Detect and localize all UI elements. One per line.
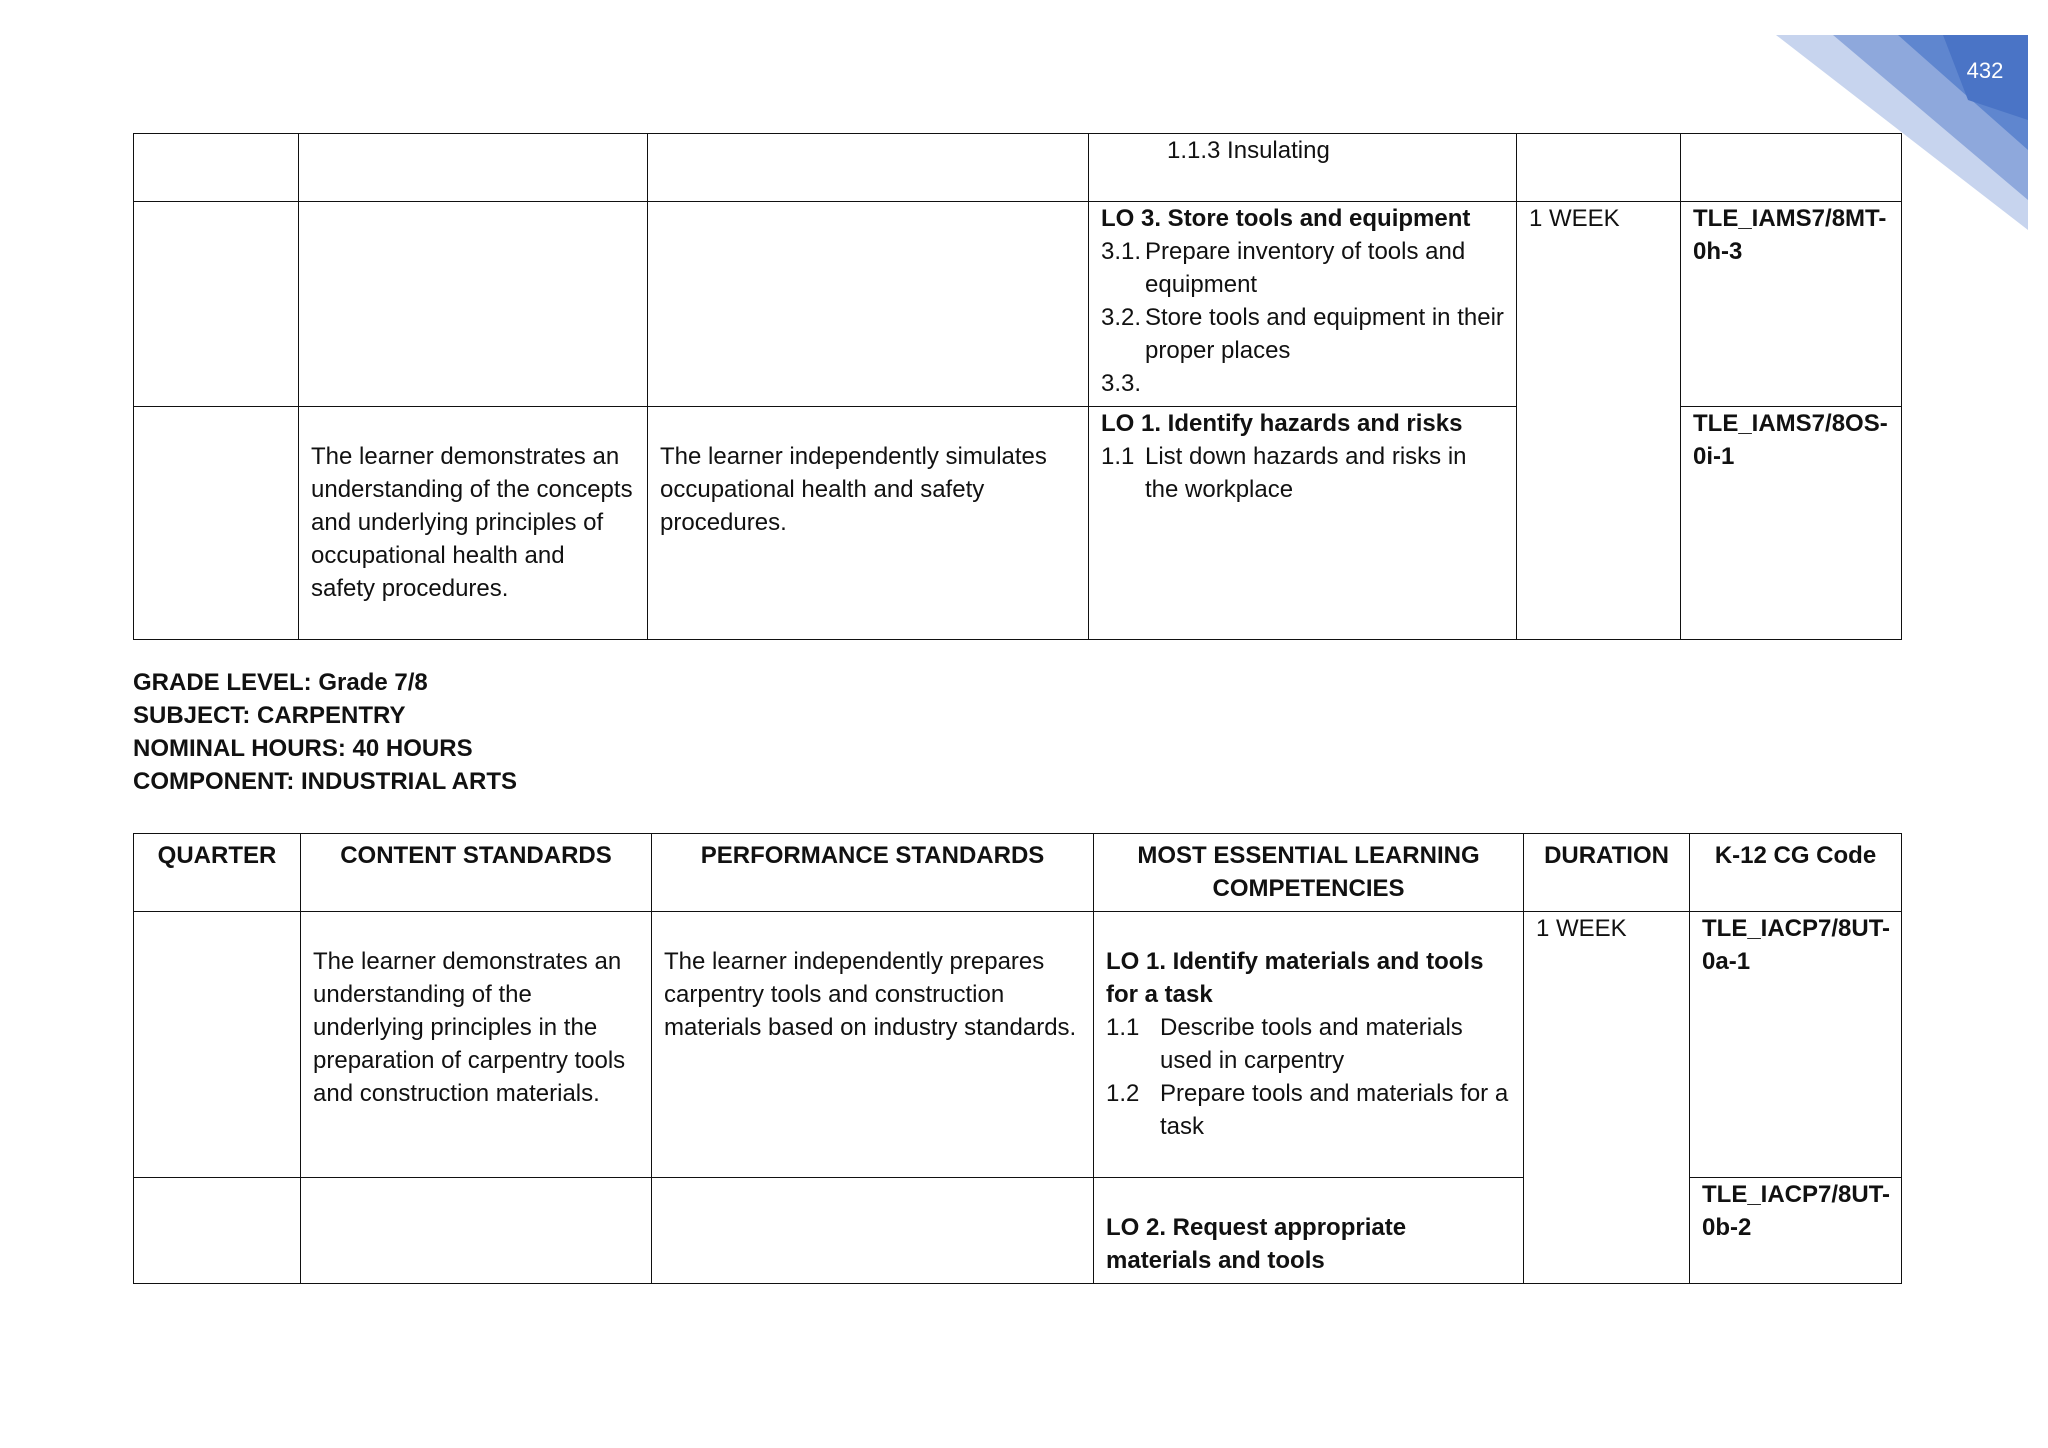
header-performance-standards: PERFORMANCE STANDARDS: [652, 834, 1094, 912]
cg-code: TLE_IACP7/8UT-0a-1: [1702, 915, 1891, 975]
content-standard-cell: [301, 1178, 652, 1284]
code-cell: [1681, 407, 1902, 640]
header-quarter: QUARTER: [134, 834, 301, 912]
header-cg-code: K-12 CG Code: [1690, 834, 1902, 912]
table-header-row: [134, 834, 1902, 912]
duration-cell: [1517, 134, 1681, 202]
cg-code: TLE_IAMS7/8OS-0i-1: [1693, 410, 1888, 470]
competency-item: 1.1 List down hazards and risks in the workplace: [1101, 443, 1467, 503]
quarter-cell: [134, 134, 299, 202]
cg-code: TLE_IACP7/8UT-0b-2: [1702, 1181, 1891, 1241]
header-competencies: MOST ESSENTIAL LEARNING COMPETENCIES: [1094, 834, 1524, 912]
content-standard-text: The learner demonstrates an understanding of the concepts and underlying principles of occupational health and safety procedures.: [311, 443, 633, 602]
content-standard-cell: [299, 407, 648, 640]
competency-item: 1.1 Describe tools and materials used in carpentry: [1106, 1014, 1463, 1074]
competency-cell: [1094, 912, 1524, 1178]
performance-standard-cell: [648, 202, 1089, 407]
competency-cell: [1094, 1178, 1524, 1284]
content-standard-cell: [301, 912, 652, 1178]
competency-cell: [1089, 202, 1517, 407]
learning-outcome-title: LO 1. Identify materials and tools for a task: [1106, 948, 1484, 1008]
curriculum-table: [133, 833, 1902, 1284]
performance-standard-cell: [648, 134, 1089, 202]
content-standard-text: The learner demonstrates an understanding of the underlying principles in the preparation of carpentry tools and construction materials.: [313, 948, 626, 1107]
duration-cell: [1524, 912, 1690, 1284]
duration-value: 1 WEEK: [1536, 915, 1627, 942]
competency-item: 3.1. Prepare inventory of tools and equipment: [1101, 238, 1466, 298]
grade-level: GRADE LEVEL: Grade 7/8: [133, 669, 428, 696]
quarter-cell: [134, 1178, 301, 1284]
performance-standard-cell: [652, 912, 1094, 1178]
performance-standard-text: The learner independently prepares carpentry tools and construction materials based on industry standards.: [664, 948, 1077, 1041]
code-cell: [1681, 134, 1902, 202]
competency-item: 1.2 Prepare tools and materials for a task: [1106, 1080, 1509, 1140]
code-cell: [1681, 202, 1902, 407]
table-row: [134, 134, 1902, 202]
duration-value: 1 WEEK: [1529, 205, 1620, 232]
subject: SUBJECT: CARPENTRY: [133, 702, 406, 729]
header-duration: DURATION: [1524, 834, 1690, 912]
quarter-cell: [134, 202, 299, 407]
competency-item: 3.2. Store tools and equipment in their proper places: [1101, 304, 1504, 364]
course-meta: [133, 666, 517, 798]
quarter-cell: [134, 407, 299, 640]
table-row: [134, 202, 1902, 407]
curriculum-table-continued: [133, 133, 1902, 640]
learning-outcome-title: LO 2. Request appropriate materials and tools: [1106, 1214, 1407, 1274]
duration-cell: [1517, 202, 1681, 640]
content-standard-cell: [299, 134, 648, 202]
competency-subitem: 1.1.3 Insulating: [1167, 137, 1330, 164]
quarter-cell: [134, 912, 301, 1178]
component: COMPONENT: INDUSTRIAL ARTS: [133, 768, 517, 795]
content-standard-cell: [299, 202, 648, 407]
code-cell: [1690, 912, 1902, 1178]
learning-outcome-title: LO 3. Store tools and equipment: [1101, 205, 1471, 232]
performance-standard-cell: [652, 1178, 1094, 1284]
table-row: [134, 912, 1902, 1178]
performance-standard-text: The learner independently simulates occupational health and safety procedures.: [660, 443, 1047, 536]
cg-code: TLE_IAMS7/8MT-0h-3: [1693, 205, 1887, 265]
competency-item: 3.3.: [1101, 370, 1142, 397]
performance-standard-cell: [648, 407, 1089, 640]
page-number: 432: [1966, 58, 2004, 83]
nominal-hours: NOMINAL HOURS: 40 HOURS: [133, 735, 473, 762]
header-content-standards: CONTENT STANDARDS: [301, 834, 652, 912]
code-cell: [1690, 1178, 1902, 1284]
competency-cell: [1089, 407, 1517, 640]
learning-outcome-title: LO 1. Identify hazards and risks: [1101, 410, 1463, 437]
competency-cell: [1089, 134, 1517, 202]
